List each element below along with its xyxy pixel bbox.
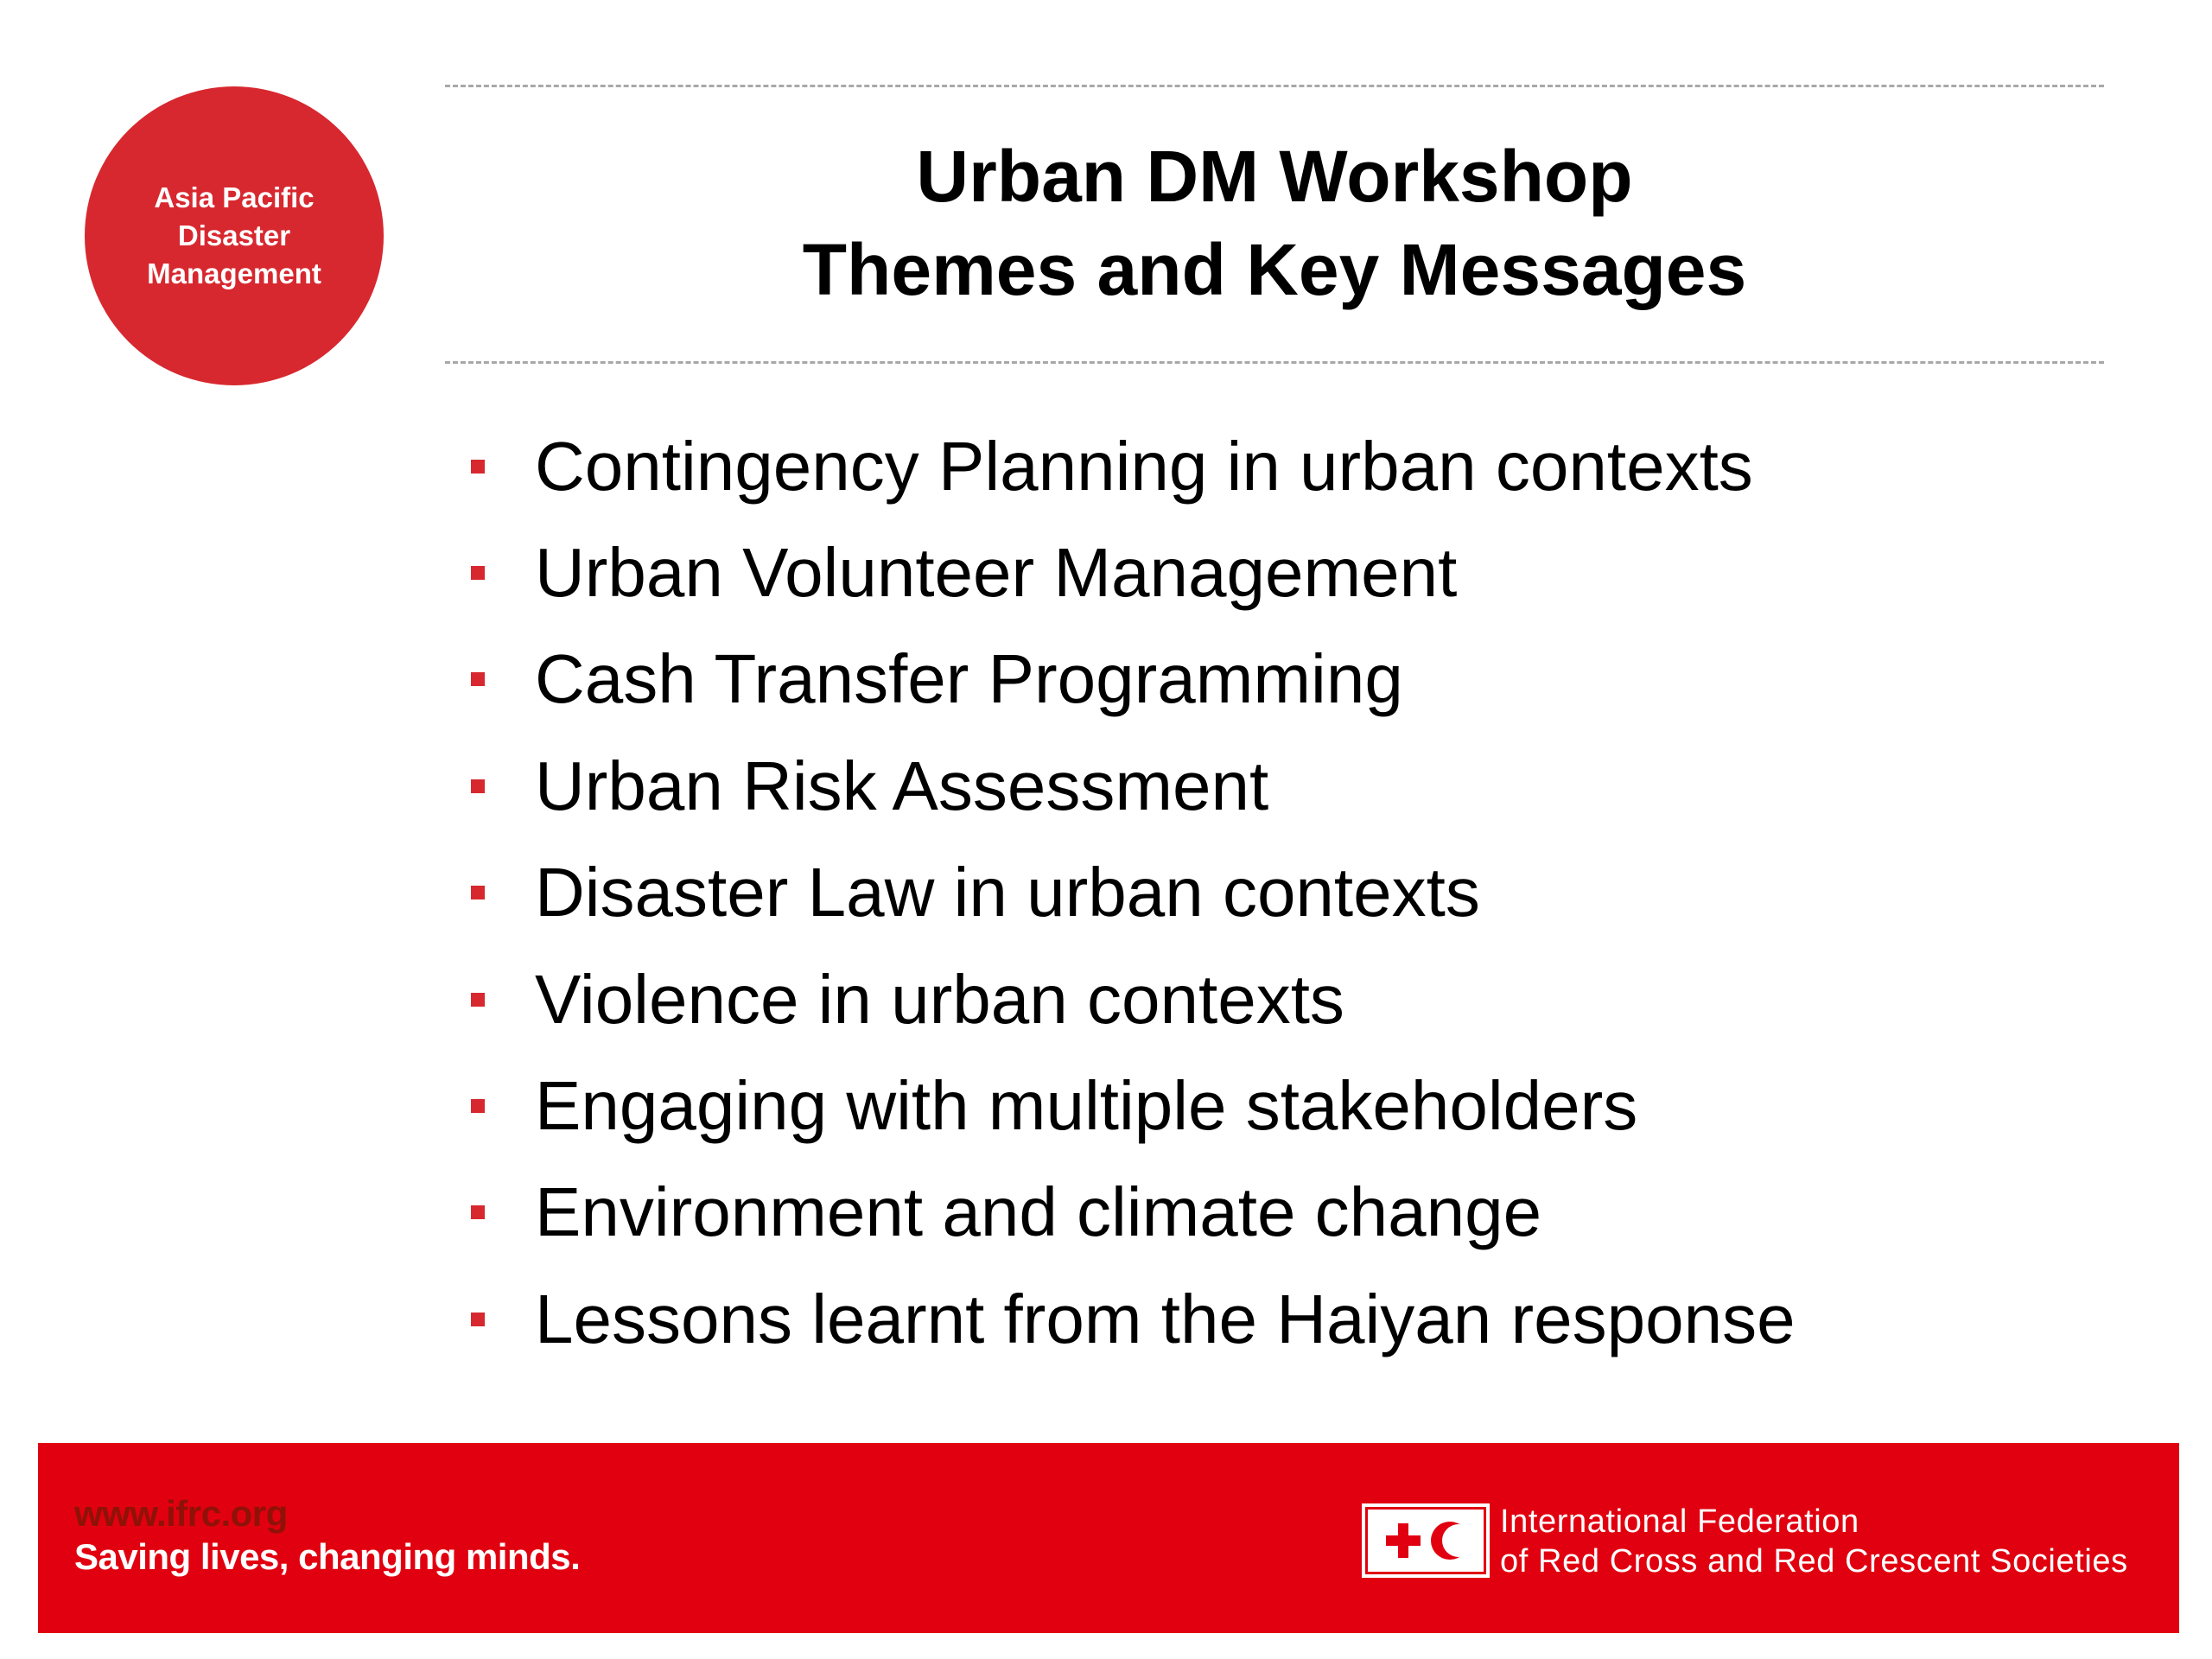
- bullet-square-icon: [471, 1205, 485, 1219]
- asia-pacific-dm-badge: [85, 86, 384, 385]
- theme-item: [471, 1266, 1796, 1372]
- bullet-square-icon: [471, 886, 485, 899]
- theme-item-text: Contingency Planning in urban contexts: [535, 427, 1753, 505]
- slide-title: [445, 130, 2104, 316]
- badge-line-2: Disaster: [177, 219, 291, 251]
- website-link[interactable]: www.ifrc.org: [74, 1493, 288, 1534]
- theme-item: [471, 733, 1796, 839]
- org-line-1: International Federation: [1500, 1503, 1859, 1540]
- theme-list: [471, 413, 1796, 1373]
- theme-item-text: Environment and climate change: [535, 1173, 1542, 1251]
- bullet-square-icon: [471, 1099, 485, 1113]
- theme-item-text: Disaster Law in urban contexts: [535, 854, 1480, 931]
- theme-item-text: Urban Volunteer Management: [535, 534, 1458, 612]
- bottom-divider: [445, 361, 2104, 364]
- org-line-2: of Red Cross and Red Crescent Societies: [1500, 1543, 2128, 1580]
- theme-item: [471, 1052, 1796, 1159]
- theme-item-text: Violence in urban contexts: [535, 960, 1344, 1038]
- theme-item-text: Cash Transfer Programming: [535, 640, 1403, 718]
- red-cross-red-crescent-icon: [1362, 1503, 1490, 1578]
- bullet-square-icon: [471, 1313, 485, 1326]
- theme-item: [471, 413, 1796, 519]
- bullet-square-icon: [471, 566, 485, 580]
- theme-item: [471, 840, 1796, 946]
- theme-item-text: Urban Risk Assessment: [535, 747, 1269, 824]
- bullet-square-icon: [471, 779, 485, 793]
- title-line-2: Themes and Key Messages: [802, 229, 1747, 310]
- title-line-1: Urban DM Workshop: [916, 136, 1633, 217]
- organization-name: [1500, 1502, 2128, 1581]
- top-divider: [445, 85, 2104, 87]
- theme-item: [471, 626, 1796, 733]
- badge-line-3: Management: [147, 257, 321, 289]
- emblem-graphic: [1374, 1512, 1478, 1569]
- slogan: Saving lives, changing minds.: [74, 1536, 581, 1577]
- badge-line-1: Asia Pacific: [154, 181, 315, 213]
- bullet-square-icon: [471, 993, 485, 1007]
- footer-bar: [38, 1443, 2179, 1633]
- bullet-square-icon: [471, 672, 485, 686]
- bullet-square-icon: [471, 460, 485, 474]
- theme-item: [471, 946, 1796, 1052]
- theme-item: [471, 519, 1796, 626]
- theme-item: [471, 1160, 1796, 1266]
- theme-item-text: Lessons learnt from the Haiyan response: [535, 1280, 1796, 1357]
- theme-item-text: Engaging with multiple stakeholders: [535, 1067, 1638, 1145]
